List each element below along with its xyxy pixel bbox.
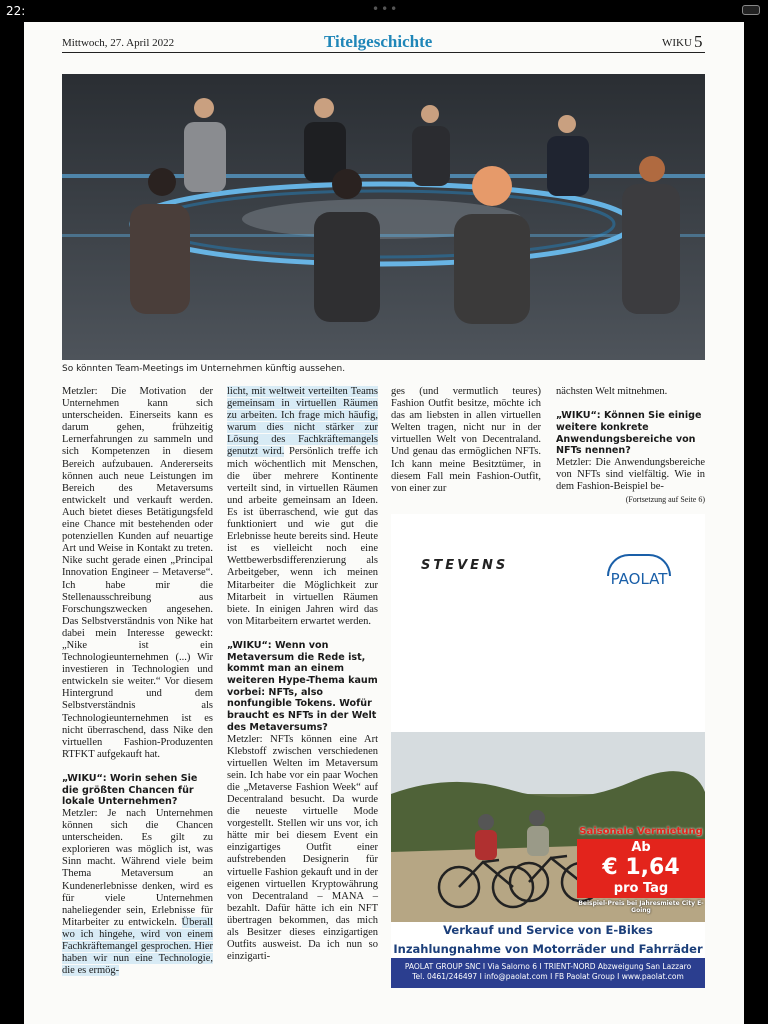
from-label: Ab [577,839,705,856]
article-paragraph [62,808,213,977]
highlighted-text[interactable]: Überall wo ich hingehe, wird von einem Fachkräftemangel gesprochen. Hier haben wir nun eine Technologie, die es ermög- [62,916,213,977]
header-rule [62,52,705,53]
interview-question: „WIKU“: Worin sehen Sie die größten Chancen für lokale Unternehmen? [62,772,198,808]
paolat-advertisement[interactable] [391,514,705,988]
meeting-photo [62,74,705,360]
ad-headline-tradein: Inzahlungnahme von Motorräder und Fahrräder [393,942,703,956]
newspaper-page [24,22,744,1024]
ad-headline-sales: Verkauf und Service von E-Bikes [443,923,653,937]
photo-caption: So könnten Team-Meetings im Unternehmen künftig aussehen. [62,364,346,374]
publication-name: WIKU [662,37,692,49]
price-fineprint: Beispiel-Preis bei Jahresmiete City E-Going [578,900,704,914]
ad-contact-footer [391,958,705,988]
paolat-wordmark: PAOLAT [610,570,668,588]
article-column-3 [391,386,541,495]
continued-note: (Fortsetzung auf Seite 6) [625,495,705,505]
article-column-4 [556,386,705,506]
article-paragraph: Metzler: Die Motivation der Unternehmen kann sich unterscheiden. Einerseits kann es darum gehen, frühzeitig Lernerfahrungen zu sammeln und sich Kompetenzen in diesem Bereich aufzubauen. Andererseits können auch neue Leistungen im Bereich des Metaversums entwickelt und verkauft werden. Auch bietet dieses Betätigungsfeld eine Chance mit bestehenden oder potenziellen Kunden auf neuartige Art und Weise in Kontakt zu treten. Nike sucht gerade einen „Principal Innovation Engineer – Metaverse“. Ich habe mir die Stellenausschreibung aus Forschungszwecken angesehen. Das Selbstverständnis von Nike hat dabei mein Interesse geweckt: „Nike ist ein Technologieunternehmen (...) Wir investieren in Technologien und entwickeln sie weiter.“ Vor diesem Hintergrund und dem Selbstverständnis als Technologieunternehmen ist es nicht überraschend, dass Nike den virtuellen Fashion-Produzenten RTFKT aufgekauft hat. [62,386,213,760]
virtual-meeting-illustration [62,74,705,360]
section-title: Titelgeschichte [324,32,433,51]
interview-question: „WIKU“: Wenn von Metaversum die Rede ist, kommt man an einem weiteren Hype-Thema kaum vorbei: NFTs, also nonfungible Tokens. Wofür braucht es NFTs in der Welt des Metaversums? [227,639,378,733]
per-day-label: pro Tag [577,880,705,898]
paragraph-text: Metzler: Je nach Unternehmen können sich die Chancen unterscheiden. Es gilt zu explorieren was möglich ist, was Sinn macht. Während viele beim Thema Metaversum an Kundenerlebnisse denken, wird es für viele Unternehmen naheliegender sein, Erlebnisse für Mitarbeiter zu entwickeln. [62,808,213,928]
paolat-logo [599,554,679,598]
price-amount: € 1,64 [577,856,705,880]
multitask-dots-icon[interactable]: ••• [372,2,400,16]
ad-address: PAOLAT GROUP SNC I Via Salorno 6 I TRIENT-NORD Abzweigung San Lazzaro [404,962,692,971]
paragraph-text: Persönlich treffe ich mich wöchentlich mit Menschen, die über mehrere Kontinente verteilt sind, in virtuellen Räumen und arbeite gemeinsam an Ideen. Es ist überraschend, wie gut das funktioniert und wie gut die Erlebnisse heute bereits sind. Heute ist es vielleicht noch eine Wettbewerbsdifferenzierung als Arbeitgeber, wenn ich meinen Mitarbeiter die Möglichkeit zur Mitarbeit in virtuellen Räumen biete. In einigen Jahren wird das von Mitarbeitern erwartet werden. [227,446,378,627]
article-column-1 [62,386,213,977]
interview-question: „WIKU“: Können Sie einige weitere konkrete Anwendungsbereiche von NFTs nennen? [556,410,702,457]
status-bar [0,0,768,22]
page-number: 5 [694,32,703,51]
rental-price-box [577,824,705,914]
status-time: 22: [6,4,26,18]
ad-contacts[interactable]: Tel. 0461/246497 I info@paolat.com I FB Paolat Group I www.paolat.com [412,972,684,981]
highlighted-text[interactable]: licht, mit weltweit verteilten Teams gemeinsam in virtuellen Räumen zu arbeiten. Ich frage mich häufig, warum dies nicht stärker zur Lösung des Fachkräftemangels genutzt wird. [227,386,378,458]
issue-date: Mittwoch, 27. April 2022 [62,37,175,49]
article-paragraph [227,386,378,628]
article-paragraph: Metzler: Die Anwendungsbereiche von NFTs sind vielfältig. Wie in dem Fashion-Beispiel be- [556,456,705,493]
battery-icon [742,5,760,15]
article-column-2 [227,386,378,963]
seasonal-rental-label: Saisonale Vermietung [579,826,703,837]
stevens-logo: STEVENS [421,558,509,573]
article-paragraph: nächsten Welt mitnehmen. [556,386,668,397]
article-paragraph: Metzler: NFTs können eine Art Klebstoff zwischen verschiedenen virtuellen Welten im Metaversum sein. Ich habe vor ein paar Wochen die „Metaverse Fashion Week“ auf Decentraland besucht. Da wurde die neueste virtuelle Mode vorgestellt. Stellen wir uns vor, ich hätte mir bei diesem Event ein einzigartiges Outfit einer aufstrebenden Designerin für virtuelle Fashion gekauft und in der eigenen virtuellen Kryptowährung von Decentraland – MANA – bezahlt. Dafür hätte ich ein NFT übertragen bekommen, das mich als Besitzer dieses einzigartigen Outfits ausweist. Da ich nun so einzigarti- [227,733,378,963]
article-paragraph: ges (und vermutlich teures) Fashion Outfit besitze, möchte ich das am liebsten in allen virtuellen Welten tragen, nicht nur in der virtuellen Welt von Decentraland. Und genau das ermöglichen NFTs. Ich kann meine Besitztümer, in diesem Fall mein Fashion-Outfit, von einer zur [391,386,541,494]
